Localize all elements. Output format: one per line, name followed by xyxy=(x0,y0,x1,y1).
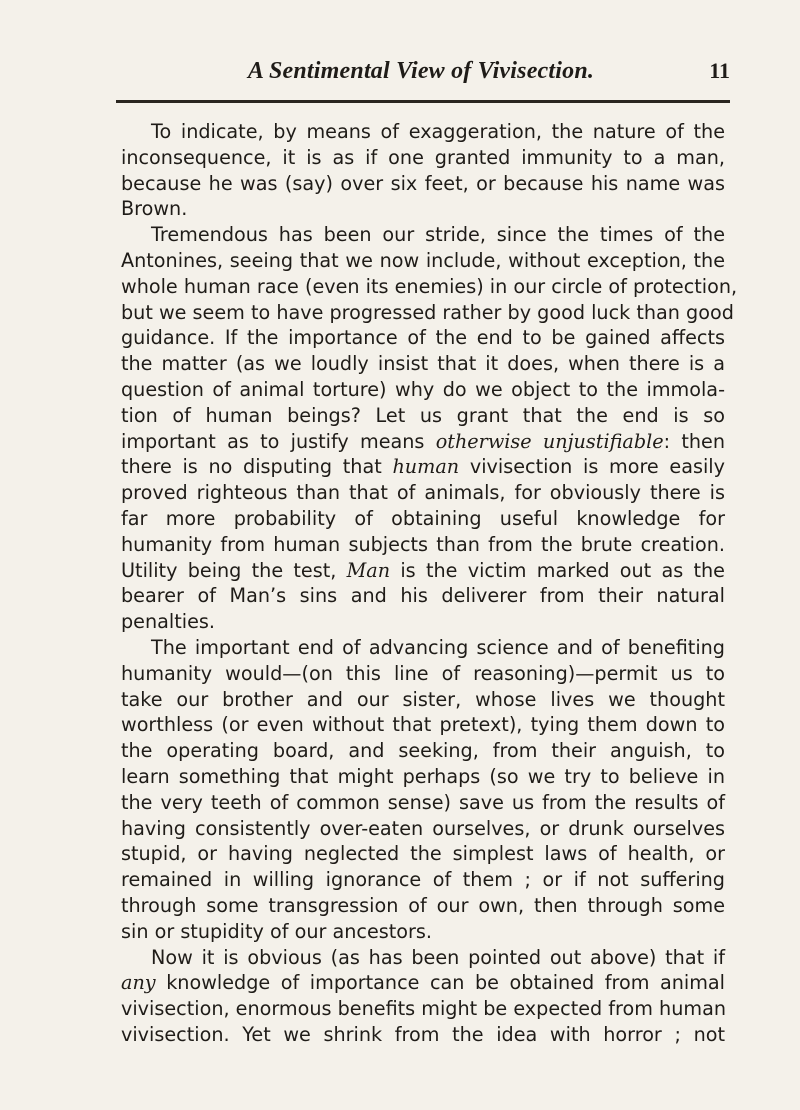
text-line: vivisection. Yet we shrink from the idea with horror ; not xyxy=(121,1022,725,1046)
text-line: having consistently over-eaten ourselves, or drunk ourselves xyxy=(121,816,725,840)
text-line: The important end of advancing science and of benefiting xyxy=(151,635,725,659)
text-line xyxy=(121,454,725,480)
text-segment: Utility being the test, xyxy=(121,558,347,582)
text-line xyxy=(121,970,725,996)
text-line: humanity from human subjects than from the brute creation. xyxy=(121,532,725,556)
text-line: the matter (as we loudly insist that it does, when there is a xyxy=(121,352,725,376)
italic-phrase: Man xyxy=(346,558,391,582)
text-line: question of animal torture) why do we object to the immola- xyxy=(121,377,725,401)
header-rule xyxy=(116,100,730,103)
text-line: inconsequence, it is as if one granted immunity to a man, xyxy=(121,145,725,169)
text-line: proved righteous than that of animals, for obviously there is xyxy=(121,481,725,505)
text-line: humanity would—(on this line of reasoning)—permit us to xyxy=(121,661,725,685)
text-segment: there is no disputing that xyxy=(121,455,393,479)
text-segment: knowledge of importance can be obtained from animal xyxy=(155,971,725,995)
running-title: A Sentimental View of Vivisection. xyxy=(247,58,595,84)
text-line: because he was (say) over six feet, or because his name was xyxy=(121,171,725,195)
text-line: the very teeth of common sense) save us from the results of xyxy=(121,790,725,814)
text-line: stupid, or having neglected the simplest laws of health, or xyxy=(121,842,725,866)
text-line: To indicate, by means of exaggeration, the nature of the xyxy=(151,120,725,143)
text-segment: : then xyxy=(663,429,725,453)
text-line: whole human race (even its enemies) in our circle of protection, xyxy=(121,274,738,298)
text-segment: is the victim marked out as the xyxy=(390,558,725,582)
text-line: through some transgression of our own, then through some xyxy=(121,893,725,917)
text-line: Brown. xyxy=(121,197,188,221)
italic-phrase: human xyxy=(392,455,460,479)
italic-phrase: any xyxy=(121,971,156,995)
text-line: Tremendous has been our stride, since the times of the xyxy=(151,223,725,247)
text-line xyxy=(121,429,725,455)
text-line xyxy=(121,945,725,971)
text-line: take our brother and our sister, whose lives we thought xyxy=(121,687,725,711)
body-text xyxy=(121,119,738,1048)
page-number: 11 xyxy=(709,58,730,83)
text-line: but we seem to have progressed rather by good luck than good xyxy=(121,300,734,324)
text-line: vivisection, enormous benefits might be expected from human xyxy=(121,997,726,1021)
text-line: learn something that might perhaps (so we try to believe in xyxy=(121,764,725,788)
text-line: far more probability of obtaining useful knowledge for xyxy=(121,506,725,530)
text-line: Antonines, seeing that we now include, without exception, the xyxy=(121,248,725,272)
running-head xyxy=(112,58,730,92)
text-line: sin or stupidity of our ancestors. xyxy=(121,919,432,943)
text-line: penalties. xyxy=(121,610,215,634)
text-line: guidance. If the importance of the end to be gained affects xyxy=(121,326,725,350)
text-segment: Now it is obvious (as has been pointed out above) that if xyxy=(151,945,725,969)
text-segment: vivisection is more easily xyxy=(459,455,725,479)
text-segment: important as to justify means xyxy=(121,429,436,453)
text-line: worthless (or even without that pretext), tying them down to xyxy=(121,713,725,737)
text-line: the operating board, and seeking, from their anguish, to xyxy=(121,739,725,763)
text-line: bearer of Man’s sins and his deliverer from their natural xyxy=(121,584,725,608)
text-line xyxy=(121,558,725,584)
text-line: remained in willing ignorance of them ; or if not suffering xyxy=(121,868,725,892)
italic-phrase: otherwise unjustifiable xyxy=(435,429,664,453)
text-line: tion of human beings? Let us grant that the end is so xyxy=(121,403,725,427)
